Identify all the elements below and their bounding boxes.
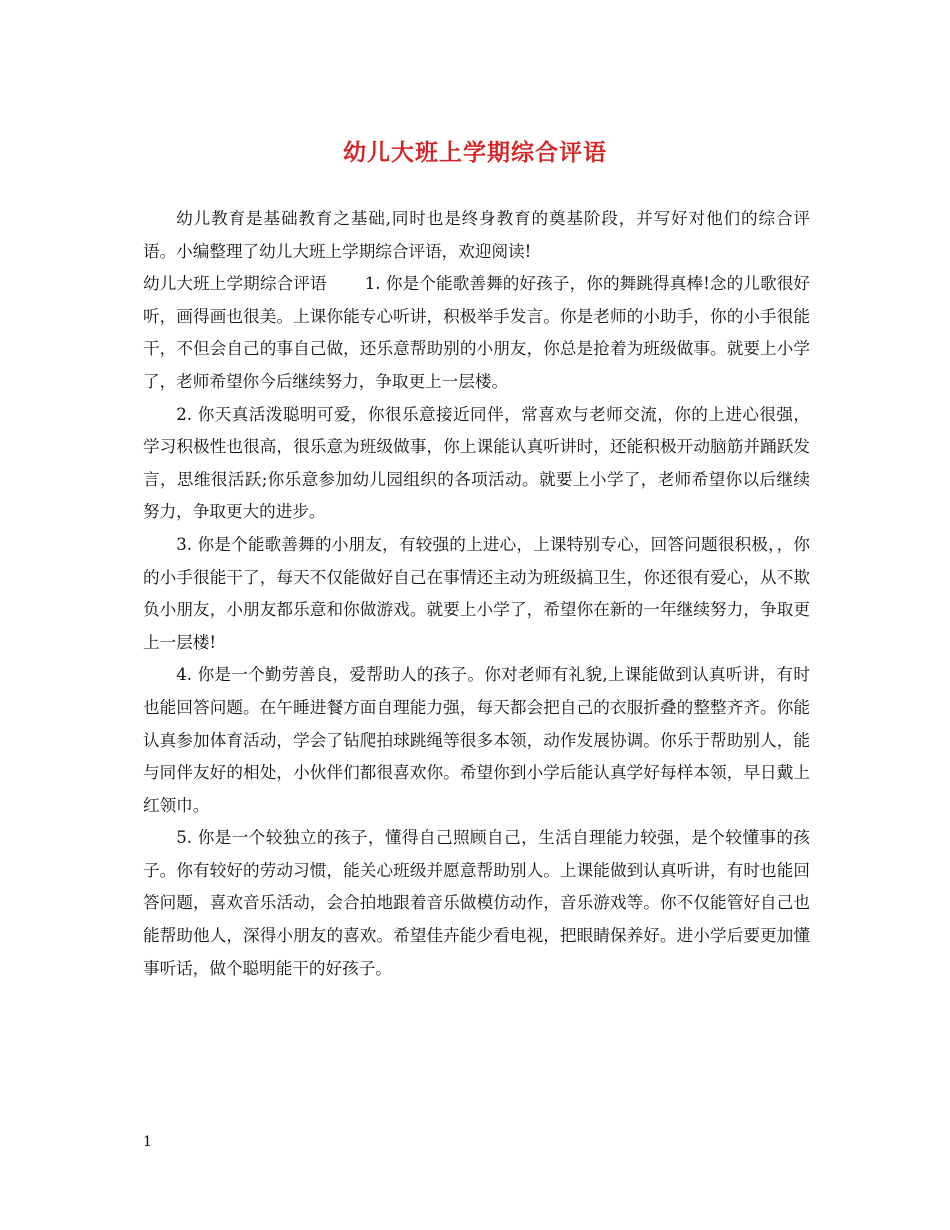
comment-paragraph-4: 4. 你是一个勤劳善良，爱帮助人的孩子。你对老师有礼貌,上课能做到认真听讲，有时也能回答问题。在午睡进餐方面自理能力强，每天都会把自己的衣服折叠的整整齐齐。你能认真参加体育活动，学会了钻爬拍球跳绳等很多本领，动作发展协调。你乐于帮助别人，能与同伴友好的相处，小伙伴们都很喜欢你。希望你到小学后能认真学好每样本领，早日戴上红领巾。 <box>143 665 810 815</box>
document-body <box>143 203 810 985</box>
comment-paragraph-5: 5. 你是一个较独立的孩子，懂得自己照顾自己，生活自理能力较强，是个较懂事的孩子。你有较好的劳动习惯，能关心班级并愿意帮助别人。上课能做到认真听讲，有时也能回答问题，喜欢音乐活动，会合拍地跟着音乐做模仿动作，音乐游戏等。你不仅能管好自己也能帮助他人，深得小朋友的喜欢。希望佳卉能少看电视，把眼睛保养好。进小学后要更加懂事听话，做个聪明能干的好孩子。 <box>143 828 810 978</box>
document-title: 幼儿大班上学期综合评语 <box>343 139 607 166</box>
intro-paragraph: 幼儿教育是基础教育之基础,同时也是终身教育的奠基阶段，并写好对他们的综合评语。小编整理了幼儿大班上学期综合评语，欢迎阅读! <box>143 209 810 261</box>
comment-paragraph-1: 1. 你是个能歌善舞的好孩子，你的舞跳得真棒!念的儿歌很好听，画得画也很美。上课你能专心听讲，积极举手发言。你是老师的小助手，你的小手很能干，不但会自己的事自己做，还乐意帮助别的小朋友，你总是抢着为班级做事。就要上小学了，老师希望你今后继续努力，争取更上一层楼。 <box>143 274 811 391</box>
section-heading: 幼儿大班上学期综合评语 <box>143 274 327 294</box>
page-number: 1 <box>143 1134 152 1150</box>
comment-paragraph-2: 2. 你天真活泼聪明可爱，你很乐意接近同伴，常喜欢与老师交流，你的上进心很强，学习积极性也很高，很乐意为班级做事，你上课能认真听讲时，还能积极开动脑筋并踊跃发言，思维很活跃;你乐意参加幼儿园组织的各项活动。就要上小学了，老师希望你以后继续努力，争取更大的进步。 <box>143 404 810 522</box>
first-comment-block <box>143 268 810 398</box>
comment-paragraph-3: 3. 你是个能歌善舞的小朋友，有较强的上进心，上课特别专心，回答问题很积极，，你的小手很能干了，每天不仅能做好自己在事情还主动为班级搞卫生，你还很有爱心，从不欺负小朋友，小朋友都乐意和你做游戏。就要上小学了，希望你在新的一年继续努力，争取更上一层楼! <box>143 534 810 652</box>
